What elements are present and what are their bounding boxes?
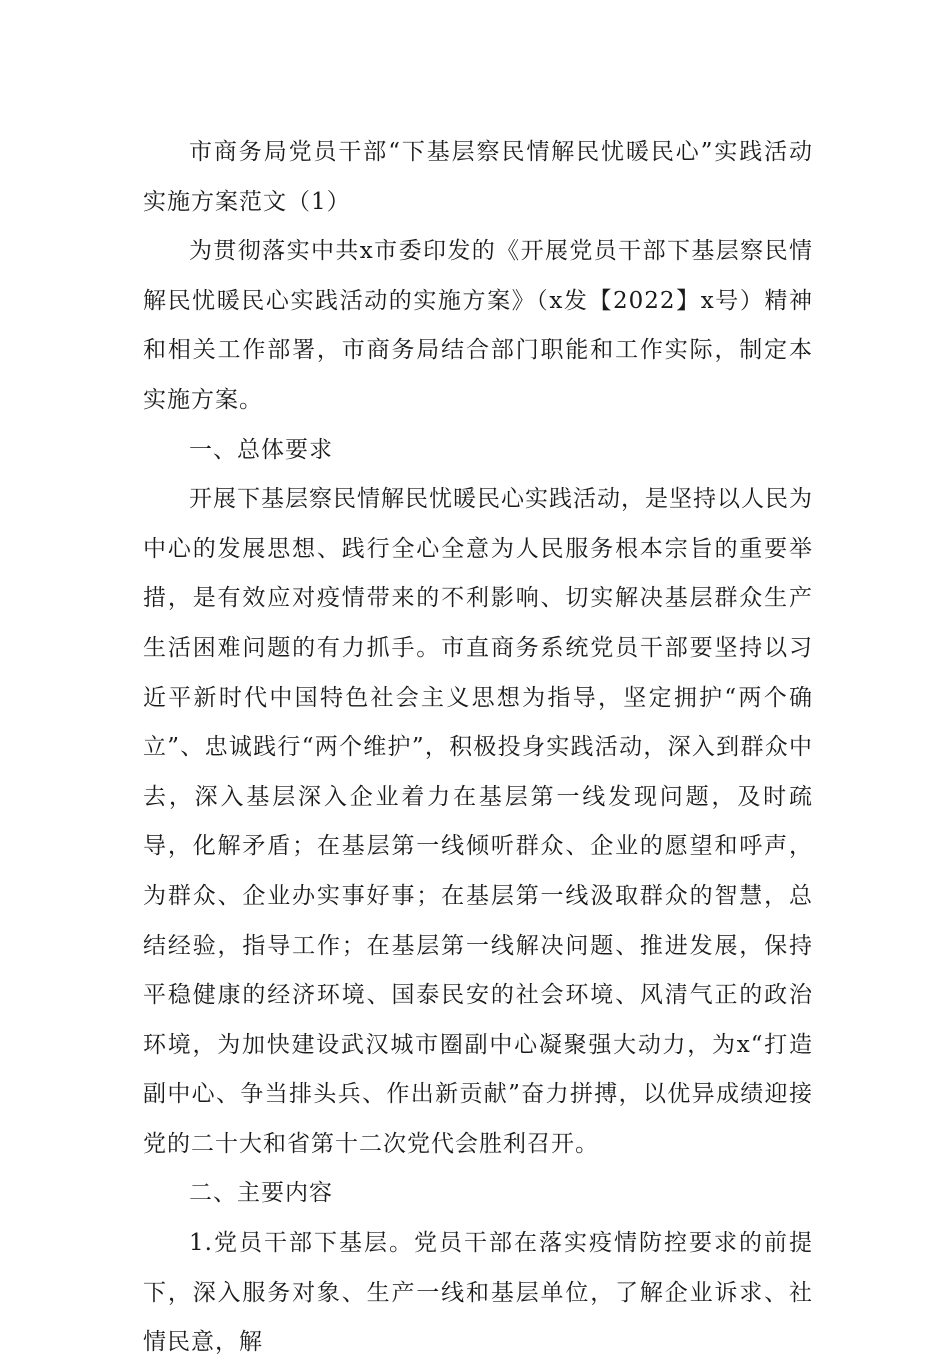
general-requirements-paragraph: 开展下基层察民情解民忧暖民心实践活动，是坚持以人民为中心的发展思想、践行全心全意为人民服务根本宗旨的重要举措，是有效应对疫情带来的不利影响、切实解决基层群众生产生活困难问题的有力抓手。市直商务系统党员干部要坚持以习近平新时代中国特色社会主义思想为指导，坚定拥护“两个确立”、忠诚践行“两个维护”，积极投身实践活动，深入到群众中去，深入基层深入企业着力在基层第一线发现问题，及时疏导，化解矛盾；在基层第一线倾听群众、企业的愿望和呼声，为群众、企业办实事好事；在基层第一线汲取群众的智慧，总结经验，指导工作；在基层第一线解决问题、推进发展，保持平稳健康的经济环境、国泰民安的社会环境、风清气正的政治环境，为加快建设武汉城市圈副中心凝聚强大动力，为x“打造副中心、争当排头兵、作出新贡献”奋力拼搏，以优异成绩迎接党的二十大和省第十二次党代会胜利召开。 xyxy=(143,486,813,1157)
main-content-item-1: 1.党员干部下基层。党员干部在落实疫情防控要求的前提下，深入服务对象、生产一线和基层单位，了解企业诉求、社情民意，解 xyxy=(143,1230,813,1356)
document-title: 市商务局党员干部“下基层察民情解民忧暖民心”实践活动实施方案范文（1） xyxy=(143,139,813,215)
intro-paragraph: 为贯彻落实中共x市委印发的《开展党员干部下基层察民情解民忧暖民心实践活动的实施方案》（x发【2022】x号）精神和相关工作部署，市商务局结合部门职能和工作实际，制定本实施方案。 xyxy=(143,238,813,413)
document-body xyxy=(143,128,813,1368)
section-heading-main-content: 二、主要内容 xyxy=(189,1180,333,1207)
section-heading-general-requirements: 一、总体要求 xyxy=(189,436,333,463)
